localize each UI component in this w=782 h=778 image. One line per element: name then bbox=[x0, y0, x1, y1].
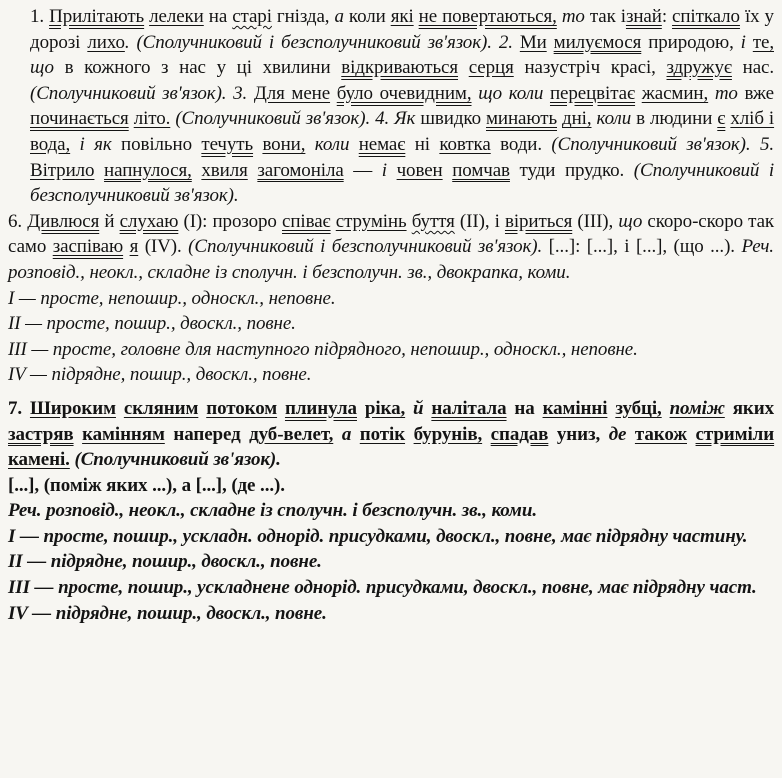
note: . (Сполучниковий і безсполучниковий зв'язок). 2. bbox=[124, 31, 513, 53]
word: назустріч bbox=[524, 57, 601, 79]
conj: коли bbox=[508, 82, 544, 104]
word: спіткало bbox=[672, 6, 740, 27]
part-II-6: II — просте, пошир., двоскл., повне. bbox=[8, 313, 296, 335]
word: здружує bbox=[666, 57, 732, 79]
word: камінням bbox=[82, 423, 165, 445]
conj: і bbox=[740, 31, 746, 53]
word: повільно bbox=[121, 133, 192, 155]
word: лихо bbox=[87, 31, 125, 53]
word: помчав bbox=[452, 159, 510, 181]
word: є bbox=[717, 108, 726, 130]
word: зубці, bbox=[615, 397, 662, 419]
word: напнулося, bbox=[104, 159, 192, 181]
word: стриміли bbox=[695, 423, 775, 445]
word: загомоніла bbox=[257, 159, 344, 181]
word: також bbox=[634, 423, 687, 445]
num-6: 6. bbox=[8, 210, 23, 232]
num-1: 1. bbox=[30, 6, 45, 27]
word: (IV). bbox=[144, 236, 182, 258]
word: співає bbox=[282, 210, 331, 232]
conj: де bbox=[608, 423, 627, 445]
word: коли bbox=[348, 6, 386, 27]
word: в людини bbox=[636, 108, 713, 130]
conj: і bbox=[381, 159, 387, 181]
conj: а bbox=[341, 423, 352, 445]
word: спадав bbox=[490, 423, 549, 445]
part-I-7: I — просте, пошир., ускладн. однорід. присудками, двоскл., повне, має підрядну частину. bbox=[8, 525, 748, 547]
word: Широким bbox=[29, 397, 116, 419]
word: в кожного з нас у ці хвилини bbox=[64, 57, 331, 79]
conj: і як bbox=[79, 133, 112, 155]
word: камені. bbox=[8, 449, 70, 471]
word: не повертаються, bbox=[418, 6, 557, 27]
word: яких bbox=[732, 397, 774, 419]
word: те, bbox=[752, 31, 774, 53]
note: (Сполучниковий і безсполучниковий зв'язок). bbox=[188, 236, 543, 258]
conj: що bbox=[30, 57, 54, 79]
part-IV-7: IV — підрядне, пошир., двоскл., повне. bbox=[8, 602, 327, 624]
word: течуть bbox=[201, 133, 254, 155]
note: (Сполучниковий і безсполучниковий зв'язок). bbox=[30, 159, 775, 207]
paragraph-7 bbox=[8, 396, 774, 626]
word: скляним bbox=[123, 397, 199, 419]
scheme-6: [...]: [...], і [...], (що ...). bbox=[548, 236, 735, 258]
word: лелеки bbox=[149, 6, 204, 27]
word: швидко bbox=[420, 108, 481, 130]
word: човен bbox=[396, 159, 443, 181]
word: ні bbox=[414, 133, 430, 155]
note: (Сполучниковий зв'язок). 4. bbox=[175, 108, 390, 130]
conj: коли bbox=[596, 108, 632, 130]
word: заспіваю bbox=[52, 236, 124, 258]
word: Ми bbox=[519, 31, 547, 53]
word: на bbox=[514, 397, 535, 419]
word: відкриваються bbox=[341, 57, 459, 79]
part-IV-6: IV — підрядне, пошир., двоскл., повне. bbox=[8, 364, 312, 386]
word: жасмин, bbox=[641, 82, 709, 104]
word: хвиля bbox=[201, 159, 248, 181]
note: (Сполучниковий зв'язок). bbox=[74, 449, 281, 471]
word: (I): прозоро bbox=[183, 210, 277, 232]
conj: поміж bbox=[669, 397, 725, 419]
conj: то bbox=[714, 82, 738, 104]
word: перецвітає bbox=[549, 82, 636, 104]
word: слухаю bbox=[119, 210, 179, 232]
word: на bbox=[208, 6, 228, 27]
word: знай bbox=[625, 6, 662, 27]
word: буття bbox=[411, 210, 455, 232]
word: бурунів, bbox=[413, 423, 483, 445]
num-7: 7. bbox=[8, 397, 23, 419]
word: плинула bbox=[284, 397, 357, 419]
word: старі bbox=[232, 6, 272, 27]
word: налітала bbox=[431, 397, 507, 419]
word: я bbox=[129, 236, 139, 258]
note: (Сполучниковий зв'язок). 5. bbox=[551, 133, 774, 155]
word: скоро-скоро так само bbox=[8, 210, 775, 258]
word: минають bbox=[486, 108, 558, 130]
word: наперед bbox=[173, 423, 241, 445]
word: які bbox=[390, 6, 414, 27]
word: серця bbox=[468, 57, 514, 79]
scheme-7: [...], (поміж яких ...), а [...], (де ...). bbox=[8, 474, 285, 496]
word: віриться bbox=[504, 210, 573, 232]
word: води. bbox=[500, 133, 542, 155]
word: потоком bbox=[206, 397, 278, 419]
punct: : bbox=[661, 6, 668, 27]
word: літо. bbox=[133, 108, 171, 130]
word: й bbox=[104, 210, 115, 232]
word: застряв bbox=[8, 423, 74, 445]
word: потік bbox=[359, 423, 406, 445]
word: Для мене bbox=[253, 82, 331, 104]
part-I-6: I — просте, непошир., односкл., неповне. bbox=[8, 287, 336, 309]
word: дуб-велет, bbox=[249, 423, 334, 445]
conj: коли bbox=[314, 133, 350, 155]
word: струмінь bbox=[335, 210, 407, 232]
word: ріка, bbox=[364, 397, 406, 419]
word: природою, bbox=[648, 31, 734, 53]
description-6: Реч. розповід., неокл., складне із сполучн. і безсполучн. зв., двокрапка, коми. bbox=[8, 236, 774, 283]
part-III-7: III — просте, пошир., ускладнене однорід. присудками, двоскл., повне, має підрядну част. bbox=[8, 577, 757, 599]
conj: що bbox=[478, 82, 503, 104]
part-III-6: III — просте, головне для наступного підрядного, непошир., односкл., неповне. bbox=[8, 338, 638, 360]
word: було очевидним, bbox=[336, 82, 472, 104]
word: камінні bbox=[542, 397, 608, 419]
word: туди bbox=[519, 159, 556, 181]
word: починається bbox=[30, 108, 129, 130]
conj: а bbox=[334, 6, 344, 27]
word: Дивлюся bbox=[27, 210, 100, 232]
conj: й bbox=[413, 397, 424, 419]
part-II-7: II — підрядне, пошир., двоскл., повне. bbox=[8, 551, 322, 573]
description-7: Реч. розповід., неокл., складне із сполучн. і безсполучн. зв., коми. bbox=[8, 500, 537, 522]
conj: Як bbox=[394, 108, 416, 130]
word: красі, bbox=[610, 57, 656, 79]
word: хліб і вода, bbox=[30, 108, 775, 155]
word: милуємося bbox=[553, 31, 642, 53]
word: дні, bbox=[562, 108, 592, 130]
word: нас. bbox=[742, 57, 775, 79]
conj: то bbox=[561, 6, 585, 27]
word: гнізда, bbox=[276, 6, 330, 27]
word: униз, bbox=[556, 423, 601, 445]
word: вже bbox=[744, 82, 774, 104]
word: (III), bbox=[577, 210, 614, 232]
dash: — bbox=[353, 159, 373, 181]
word: вони, bbox=[262, 133, 306, 155]
word: (II), і bbox=[459, 210, 500, 232]
word: немає bbox=[358, 133, 406, 155]
word: так і bbox=[589, 6, 626, 27]
note: (Сполучниковий зв'язок). 3. bbox=[30, 82, 248, 104]
word: Прилітають bbox=[49, 6, 145, 27]
word: Вітрило bbox=[30, 159, 95, 181]
word: прудко. bbox=[564, 159, 625, 181]
word: ковтка bbox=[439, 133, 491, 155]
word: їх у дорозі bbox=[30, 6, 774, 53]
paragraph-1-5 bbox=[8, 4, 774, 209]
paragraph-6 bbox=[8, 209, 774, 388]
conj: що bbox=[618, 210, 643, 232]
